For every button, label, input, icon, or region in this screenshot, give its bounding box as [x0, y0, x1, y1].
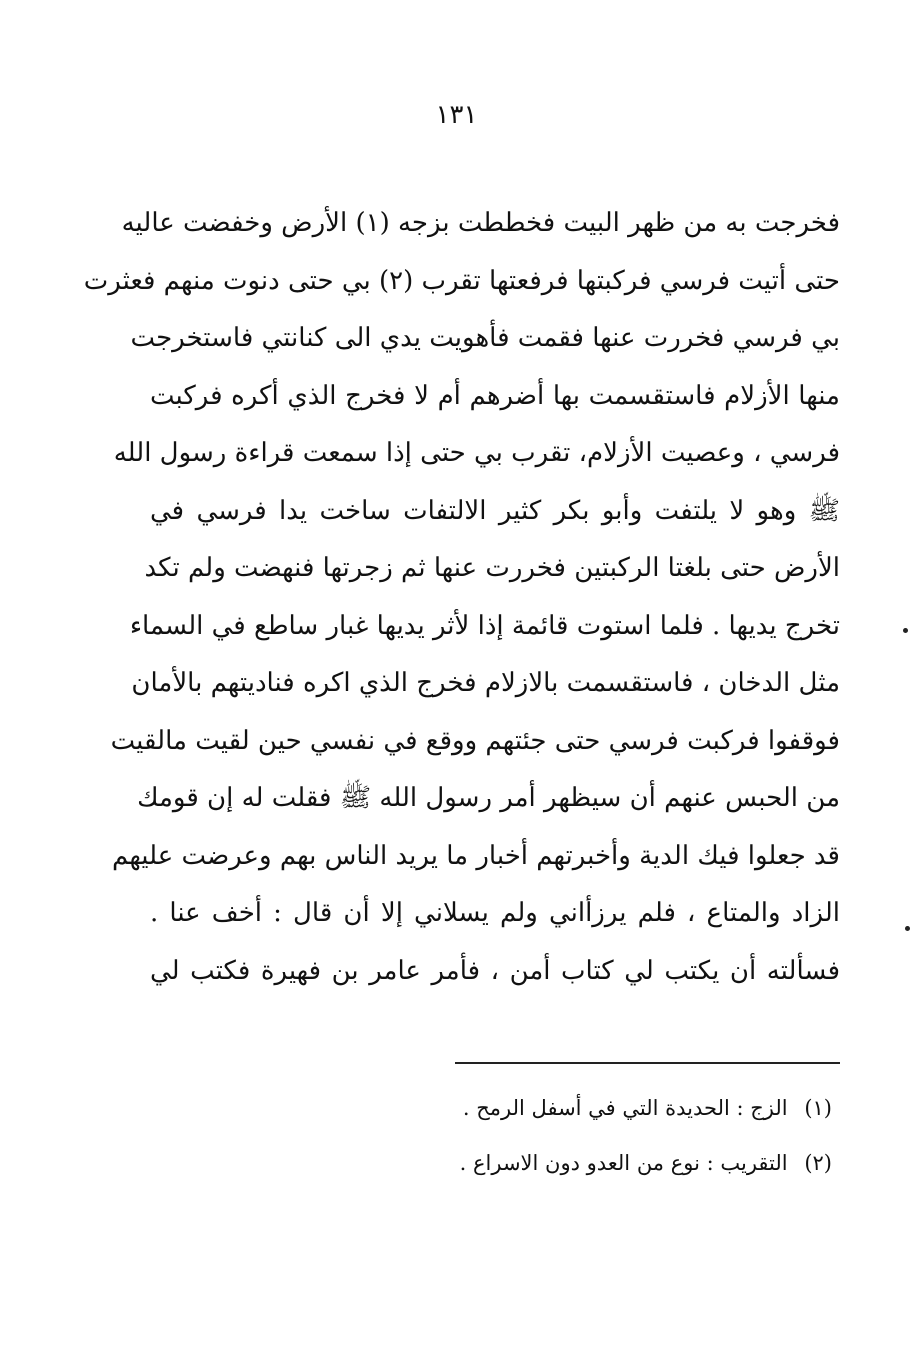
page-number: ١٣١ [435, 100, 478, 130]
text-line: فرسي ، وعصيت الأزلام، تقرب بي حتى إذا سمعت قراءة رسول الله [113, 438, 840, 468]
footnote-separator [455, 1062, 840, 1064]
text-line: الزاد والمتاع ، فلم يرزأاني ولم يسلاني إلا أن قال : أخف عنا . [150, 898, 840, 928]
footnote-number: (١) [804, 1096, 832, 1120]
scan-speck [905, 926, 910, 931]
footnote [150, 1145, 840, 1200]
text-line: فخرجت به من ظهر البيت فخططت بزجه (١) الأرض وخفضت عاليه [121, 208, 840, 238]
text-line: قد جعلوا فيك الدية وأخبرتهم أخبار ما يريد الناس بهم وعرضت عليهم [112, 840, 840, 871]
text-line: مثل الدخان ، فاستقسمت بالازلام فخرج الذي اكره فناديتهم بالأمان [131, 668, 840, 698]
scan-speck [903, 628, 908, 633]
text-line: الأرض حتى بلغتا الركبتين فخررت عنها ثم زجرتها فنهضت ولم تكد [144, 553, 840, 583]
text-line: بي فرسي فخررت عنها فقمت فأهويت يدي الى كنانتي فاستخرجت [130, 323, 840, 353]
text-line: فوقفوا فركبت فرسي حتى جئتهم ووقع في نفسي حين لقيت مالقيت [110, 725, 840, 756]
footnote [150, 1090, 840, 1145]
text-line: فسألته أن يكتب لي كتاب أمن ، فأمر عامر بن فهيرة فكتب لي [150, 955, 840, 986]
text-line: ﷺ وهو لا يلتفت وأبو بكر كثير الالتفات ساخت يدا فرسي في [150, 495, 840, 526]
body-text [83, 200, 840, 1005]
footnote-text: التقريب : نوع من العدو دون الاسراع . [459, 1151, 788, 1175]
footnote-text: الزج : الحديدة التي في أسفل الرمح . [462, 1096, 788, 1120]
text-line: تخرج يديها . فلما استوت قائمة إذا لأثر يديها غبار ساطع في السماء [129, 610, 840, 641]
footnote-number: (٢) [804, 1151, 832, 1175]
footnotes [150, 1090, 840, 1200]
text-line: من الحبس عنهم أن سيظهر أمر رسول الله ﷺ فقلت له إن قومك [137, 783, 840, 813]
text-line: منها الأزلام فاستقسمت بها أضرهم أم لا فخرج الذي أكره فركبت [150, 380, 840, 411]
text-line: حتى أتيت فرسي فركبتها فرفعتها تقرب (٢) بي حتى دنوت منهم فعثرت [83, 265, 840, 296]
